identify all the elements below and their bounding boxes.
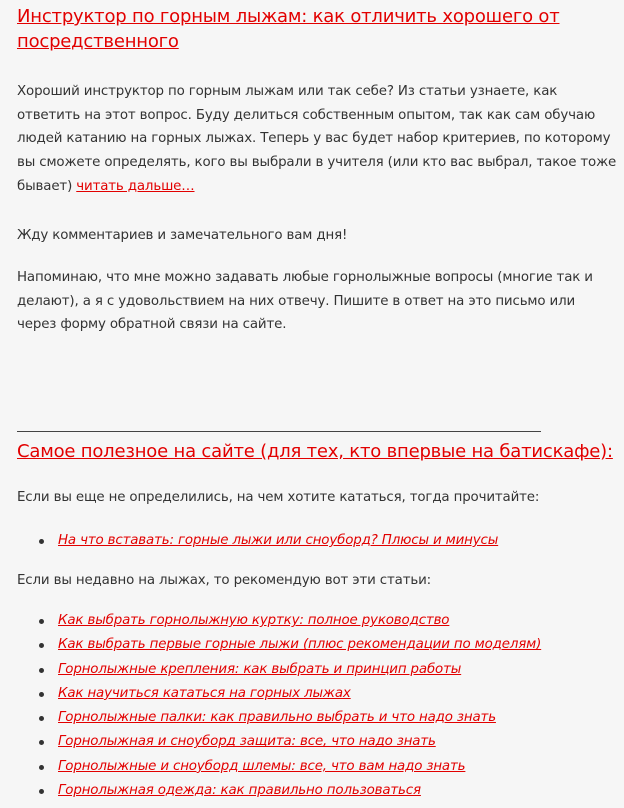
list-item [17,755,617,779]
article-link[interactable]: Горнолыжные крепления: как выбрать и принцип работы [58,661,462,677]
article-link[interactable]: Как выбрать горнолыжную куртку: полное руководство [58,613,450,628]
list-item [17,706,617,730]
bullet-icon [39,716,44,721]
useful-section-title [17,439,613,465]
list-item [17,682,617,706]
links-list-beginners [17,609,617,803]
list-item [17,633,617,657]
bullet-icon [39,539,44,544]
lead-beginners: Если вы недавно на лыжах, то рекомендую вот эти статьи: [17,573,432,588]
article-intro [17,80,617,199]
article-link[interactable]: Горнолыжные палки: как правильно выбрать и что надо знать [58,710,496,726]
list-item [17,658,617,682]
list-item [17,730,617,754]
article-title [17,4,607,54]
article-link[interactable]: Горнолыжные и сноуборд шлемы: все, что вам надо знать [58,758,466,774]
article-link[interactable]: Как научиться кататься на горных лыжах [58,685,351,701]
links-list-undecided [17,529,617,553]
article-link[interactable]: Горнолыжная и сноуборд защита: все, что надо знать [58,734,436,750]
bullet-icon [39,765,44,770]
article-title-link[interactable]: Инструктор по горным лыжам: как отличить хорошего от посредственного [17,6,560,52]
closing-wish: Жду комментариев и замечательного вам дня! [17,228,348,243]
article-intro-text: Хороший инструктор по горным лыжам или так себе? Из статьи узнаете, как ответить на этот вопрос. Буду делиться собственным опытом, так как сам обучаю людей катанию на горных лыжах. Теперь у вас будет набор критериев, по которому вы сможете определять, кого вы выбрали в учителя (или кто вас выбрал, такое тоже бывает) [17,84,617,194]
list-item [17,529,617,553]
bullet-icon [39,643,44,648]
article-link[interactable]: Как выбрать первые горные лыжи (плюс рекомендации по моделям) [58,637,542,653]
bullet-icon [39,668,44,673]
read-more-link[interactable]: читать дальше… [76,178,195,194]
article-link[interactable]: Горнолыжная одежда: как правильно пользоваться [58,783,421,799]
list-item [17,779,617,803]
article-link[interactable]: На что вставать: горные лыжи или сноуборд? Плюсы и минусы [58,533,499,548]
section-divider [17,431,541,432]
bullet-icon [39,692,44,697]
bullet-icon [39,740,44,745]
bullet-icon [39,789,44,794]
reminder-text: Напоминаю, что мне можно задавать любые горнолыжные вопросы (многие так и делают), а я с удовольствием на них отвечу. Пишите в ответ на это письмо или через форму обратной связи на сайте. [17,270,593,333]
list-item [17,609,617,633]
useful-section-title-link[interactable]: Самое полезное на сайте (для тех, кто впервые на батискафе): [17,441,613,462]
lead-undecided: Если вы еще не определились, на чем хотите кататься, тогда прочитайте: [17,490,540,505]
bullet-icon [39,619,44,624]
